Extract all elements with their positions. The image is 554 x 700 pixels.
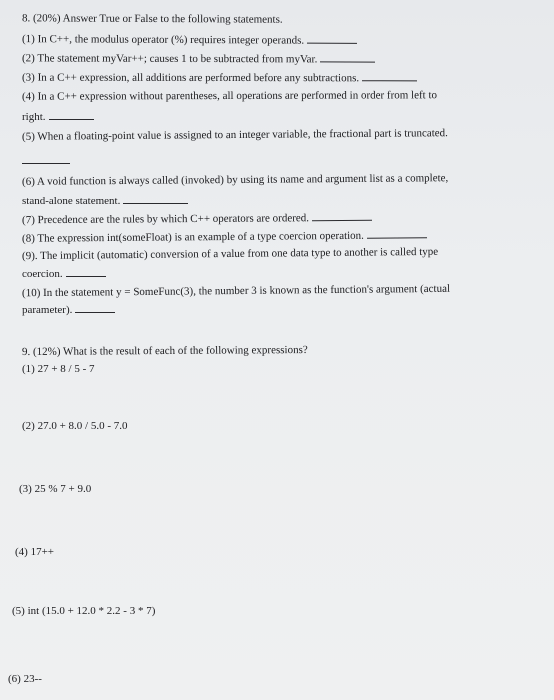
q8-item-9: (9). The implicit (automatic) conversion of a value from one data type to another is called type bbox=[21, 245, 439, 263]
q9-item-5: (5) int (15.0 + 12.0 * 2.2 - 3 * 7) bbox=[12, 605, 156, 617]
answer-blank[interactable] bbox=[362, 71, 417, 81]
q8-item-10: (10) In the statement y = SomeFunc(3), the number 3 is known as the function's argument (actual bbox=[21, 282, 451, 300]
answer-blank[interactable] bbox=[123, 194, 188, 204]
q8-item-4-cont bbox=[22, 110, 94, 124]
q8-item-1-text: (1) In C++, the modulus operator (%) requires integer operands. bbox=[21, 33, 305, 47]
q8-item-3 bbox=[22, 71, 417, 86]
q8-item-2 bbox=[22, 51, 375, 66]
q8-item-1 bbox=[22, 32, 357, 48]
q8-item-10-cont bbox=[22, 303, 115, 317]
q8-item-6-cont-text: stand-alone statement. bbox=[22, 195, 121, 207]
q8-item-6: (6) A void function is always called (invoked) by using its name and argument list as a complete, bbox=[21, 172, 449, 188]
q9-item-6: (6) 23-- bbox=[8, 673, 42, 685]
q8-item-4: (4) In a C++ expression without parentheses, all operations are performed in order from left to bbox=[21, 89, 438, 103]
answer-blank[interactable] bbox=[75, 303, 115, 313]
answer-blank[interactable] bbox=[312, 211, 372, 221]
q9-item-4: (4) 17++ bbox=[15, 546, 54, 558]
q8-item-9-cont-text: coercion. bbox=[22, 268, 63, 280]
q8-item-8-text: (8) The expression int(someFloat) is an example of a type coercion operation. bbox=[21, 229, 364, 245]
q8-item-9-cont bbox=[22, 267, 106, 281]
q8-header: 8. (20%) Answer True or False to the following statements. bbox=[21, 12, 283, 26]
q8-item-6-cont bbox=[22, 194, 188, 208]
q9-item-1: (1) 27 + 8 / 5 - 7 bbox=[22, 363, 95, 375]
q8-item-5: (5) When a floating-point value is assigned to an integer variable, the fractional part is truncated. bbox=[21, 127, 448, 143]
answer-blank[interactable] bbox=[49, 110, 94, 120]
q8-item-4-cont-text: right. bbox=[22, 111, 46, 123]
q9-item-2: (2) 27.0 + 8.0 / 5.0 - 7.0 bbox=[22, 420, 128, 432]
q9-header: 9. (12%) What is the result of each of the following expressions? bbox=[21, 344, 308, 358]
q9-item-3: (3) 25 % 7 + 9.0 bbox=[19, 483, 92, 495]
q8-item-3-text: (3) In a C++ expression, all additions are performed before any subtractions. bbox=[21, 71, 360, 85]
q8-item-8 bbox=[22, 228, 427, 246]
answer-blank[interactable] bbox=[22, 162, 70, 164]
q8-item-7-text: (7) Precedence are the rules by which C++ operators are ordered. bbox=[21, 212, 310, 227]
answer-blank[interactable] bbox=[320, 52, 375, 62]
answer-blank[interactable] bbox=[367, 228, 427, 239]
q8-item-7 bbox=[22, 211, 372, 227]
q8-item-2-text: (2) The statement myVar++; causes 1 to be subtracted from myVar. bbox=[21, 52, 318, 66]
answer-blank[interactable] bbox=[66, 267, 106, 277]
answer-blank[interactable] bbox=[307, 34, 357, 44]
q8-item-10-cont-text: parameter). bbox=[22, 304, 73, 316]
